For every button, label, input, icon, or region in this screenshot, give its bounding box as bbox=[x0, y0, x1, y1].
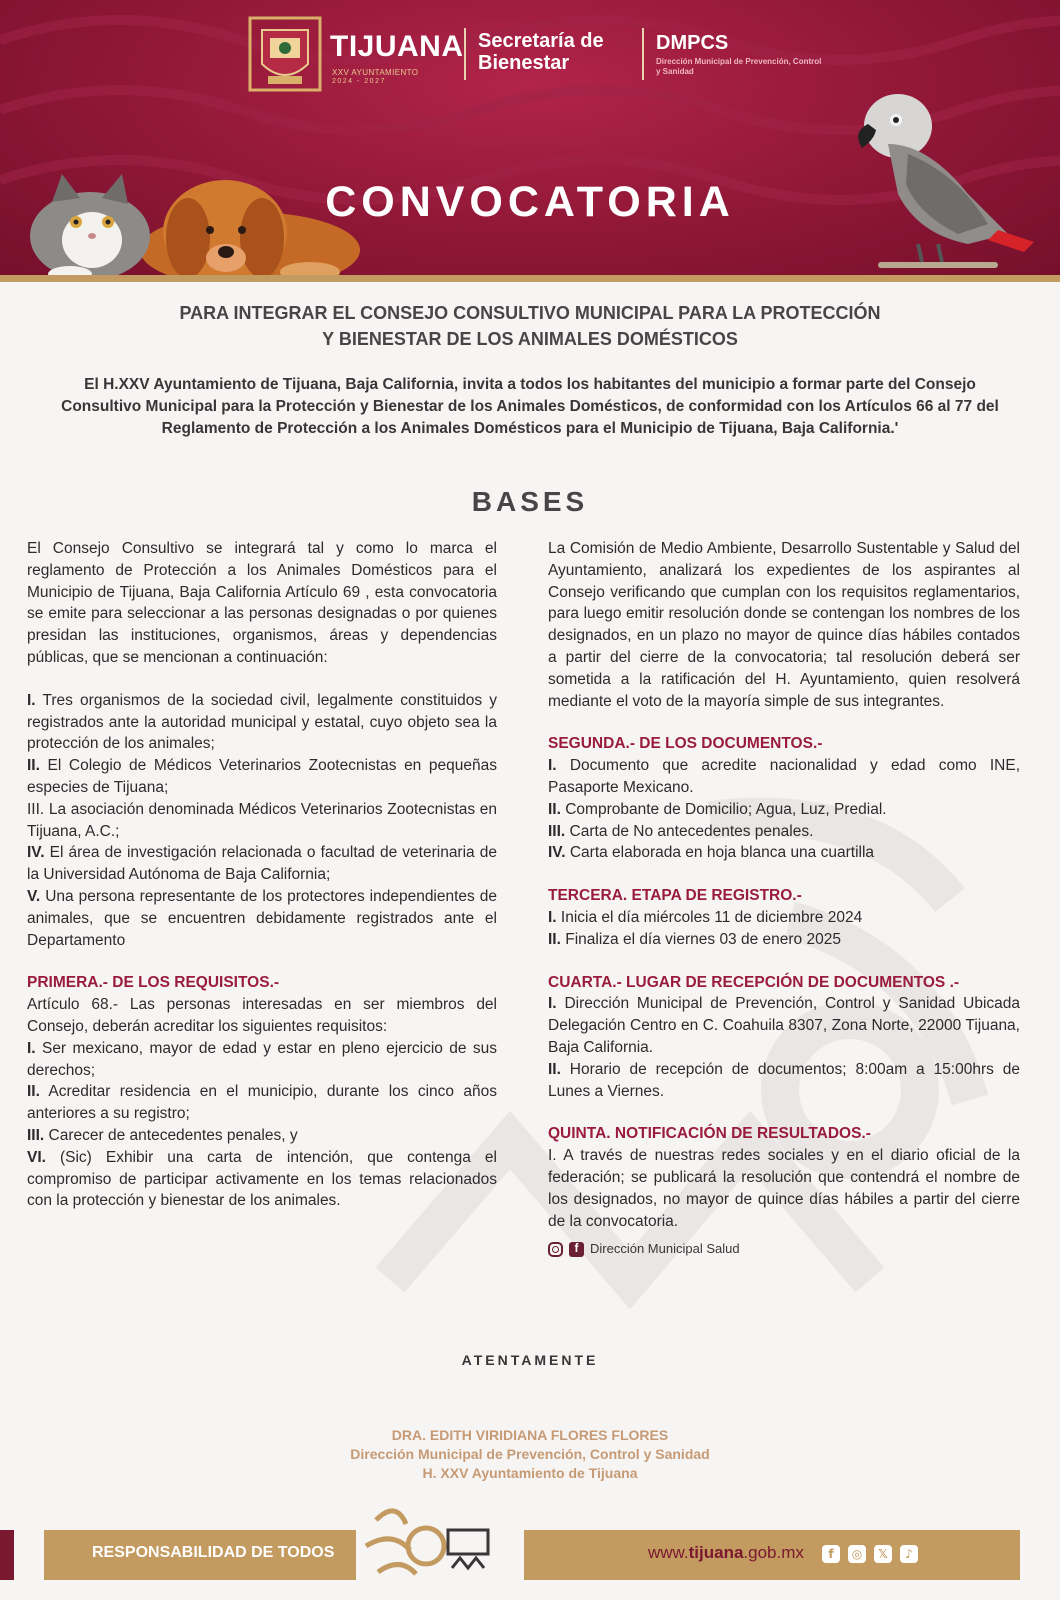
primera-intro: Artículo 68.- Las personas interesadas en ser miembros del Consejo, deberán acreditar los siguientes requisitos: bbox=[27, 996, 497, 1035]
brand-subtitle: XXV AYUNTAMIENTO bbox=[332, 68, 419, 77]
facebook-icon[interactable]: f bbox=[569, 1242, 584, 1257]
website-link[interactable]: www.tijuana.gob.mx bbox=[648, 1543, 804, 1562]
list-item: V. Una persona representante de los protectores independientes de animales, que se encuentren debidamente registrados ante el Departamento bbox=[27, 887, 497, 949]
instagram-icon[interactable] bbox=[548, 1242, 563, 1257]
left-column bbox=[27, 538, 497, 1212]
convocatoria-subtitle bbox=[100, 300, 960, 352]
list-item: III. La asociación denominada Médicos Veterinarios Zootecnistas en Tijuana, A.C.; bbox=[27, 800, 497, 840]
section-heading-primera: PRIMERA.- DE LOS REQUISITOS.- bbox=[27, 974, 280, 992]
list-item: II. Finaliza el día viernes 03 de enero 2025 bbox=[548, 930, 841, 948]
section-heading-segunda: SEGUNDA.- DE LOS DOCUMENTOS.- bbox=[548, 735, 823, 753]
right-intro: La Comisión de Medio Ambiente, Desarrollo Sustentable y Salud del Ayuntamiento, analizará los expedientes de los aspirantes al Consejo verificando que cumplan con los requisitos reglamentarios, para luego emitir resolución donde se contengan los nombres de los designados, en un plazo no mayor de quince días hábiles contados a partir del cierre de la convocatoria; tal resolución deberá ser sometida a la ratificación del H. Ayuntamiento, quien resolverá mediante el voto de la mayoría simple de sus integrantes. bbox=[548, 540, 1020, 710]
list-item: IV. El área de investigación relacionada o facultad de veterinaria de la Universidad Autónoma de Baja California; bbox=[27, 844, 497, 884]
instagram-icon[interactable]: ◎ bbox=[848, 1545, 866, 1563]
list-item: I. Tres organismos de la sociedad civil, legalmente constituidos y registrados ante la autoridad municipal y estatal, cuyo objeto sea la protección de los animales; bbox=[27, 691, 497, 753]
section-heading-cuarta: CUARTA.- LUGAR DE RECEPCIÓN DE DOCUMENTOS .- bbox=[548, 973, 960, 991]
secretaria-label: Secretaría de Bienestar bbox=[478, 30, 604, 74]
list-item: I. Inicia el día miércoles 11 de diciembre 2024 bbox=[548, 908, 863, 926]
bases-heading: BASES bbox=[471, 486, 589, 517]
main-title: CONVOCATORIA bbox=[325, 178, 735, 226]
header-divider bbox=[464, 28, 466, 80]
list-item: II. El Colegio de Médicos Veterinarios Zootecnistas en pequeñas especies de Tijuana; bbox=[27, 757, 497, 796]
facebook-icon[interactable]: f bbox=[822, 1545, 840, 1563]
signature-block bbox=[0, 1426, 1060, 1483]
intro-paragraph: El H.XXV Ayuntamiento de Tijuana, Baja California, invita a todos los habitantes del municipio a formar parte del Consejo Consultivo Municipal para la Protección y Bienestar de los Animales Domésticos, de conformidad con los Artículos 66 al 77 del Reglamento de Protección a los Animales Domésticos para el Municipio de Tijuana, Baja California.' bbox=[61, 376, 999, 437]
signer-name: DRA. EDITH VIRIDIANA FLORES FLORES bbox=[391, 1427, 669, 1443]
brand-name: TIJUANA bbox=[330, 30, 464, 63]
header-banner bbox=[0, 0, 1060, 282]
logo-block bbox=[248, 14, 848, 94]
quinta-text: I. A través de nuestras redes sociales y en el diario oficial de la federación; se publicará la resolución que contendrá el nombre de los designados, no mayor de quince días hábiles a partir del cierre de la convocatoria. bbox=[548, 1147, 1020, 1230]
social-label: Dirección Municipal Salud bbox=[590, 1241, 740, 1257]
signer-role: Dirección Municipal de Prevención, Control y Sanidad bbox=[350, 1446, 710, 1462]
brand-years: 2024 - 2027 bbox=[332, 78, 386, 85]
left-intro: El Consejo Consultivo se integrará tal y como lo marca el reglamento de Protección a los Animales Domésticos para el Municipio de Tijuana, Baja California Artículo 69 , esta convocatoria se emite para seleccionar a las personas designadas o por quienes presidan las instituciones, organismos, áreas y dependencias públicas, que se mencionan a continuación: bbox=[27, 540, 497, 666]
footer-slogan: RESPONSABILIDAD DE TODOS bbox=[92, 1544, 335, 1561]
section-heading-quinta: QUINTA. NOTIFICACIÓN DE RESULTADOS.- bbox=[548, 1125, 871, 1143]
list-item: I. Dirección Municipal de Prevención, Control y Sanidad Ubicada Delegación Centro en C. Coahuila 8307, Zona Norte, 22000 Tijuana, Baja California. bbox=[548, 995, 1020, 1056]
subtitle-line: Y BIENESTAR DE LOS ANIMALES DOMÉSTICOS bbox=[322, 329, 738, 349]
footer-social-icons bbox=[822, 1545, 918, 1563]
signer-org: H. XXV Ayuntamiento de Tijuana bbox=[422, 1465, 638, 1481]
dmpcs-title: DMPCS bbox=[656, 32, 729, 54]
list-item: III. Carta de No antecedentes penales. bbox=[548, 822, 814, 840]
section-heading-tercera: TERCERA. ETAPA DE REGISTRO.- bbox=[548, 887, 802, 905]
list-item: II. Comprobante de Domicilio; Agua, Luz, Predial. bbox=[548, 800, 887, 818]
list-item: II. Acreditar residencia en el municipio, durante los cinco años anteriores a su registro; bbox=[27, 1083, 497, 1123]
list-item: I. Ser mexicano, mayor de edad y estar en pleno ejercicio de sus derechos; bbox=[27, 1039, 497, 1079]
subtitle-line: PARA INTEGRAR EL CONSEJO CONSULTIVO MUNICIPAL PARA LA PROTECCIÓN bbox=[179, 303, 881, 323]
list-item: II. Horario de recepción de documentos; 8:00am a 15:00hrs de Lunes a Viernes. bbox=[548, 1060, 1020, 1100]
right-column bbox=[548, 538, 1020, 1260]
x-twitter-icon[interactable]: 𝕏 bbox=[874, 1545, 892, 1563]
header-divider bbox=[642, 28, 644, 80]
atentamente-label: ATENTAMENTE bbox=[461, 1352, 599, 1368]
social-line bbox=[548, 1238, 1020, 1260]
dmpcs-subtitle: Dirección Municipal de Prevención, Control y Sanidad bbox=[656, 57, 822, 76]
list-item: IV. Carta elaborada en hoja blanca una cuartilla bbox=[548, 844, 875, 862]
footer-emblem bbox=[356, 1490, 526, 1600]
list-item: I. Documento que acredite nacionalidad y edad como INE, Pasaporte Mexicano. bbox=[548, 757, 1020, 796]
tijuana-crest-logo bbox=[248, 16, 322, 92]
list-item: VI. (Sic) Exhibir una carta de intención, que contenga el compromiso de participar activamente en los temas relacionados con la protección y bienestar de los animales. bbox=[27, 1148, 497, 1210]
list-item: III. Carecer de antecedentes penales, y bbox=[27, 1126, 298, 1144]
footer-edge bbox=[0, 1530, 14, 1580]
tiktok-icon[interactable]: ♪ bbox=[900, 1545, 918, 1563]
